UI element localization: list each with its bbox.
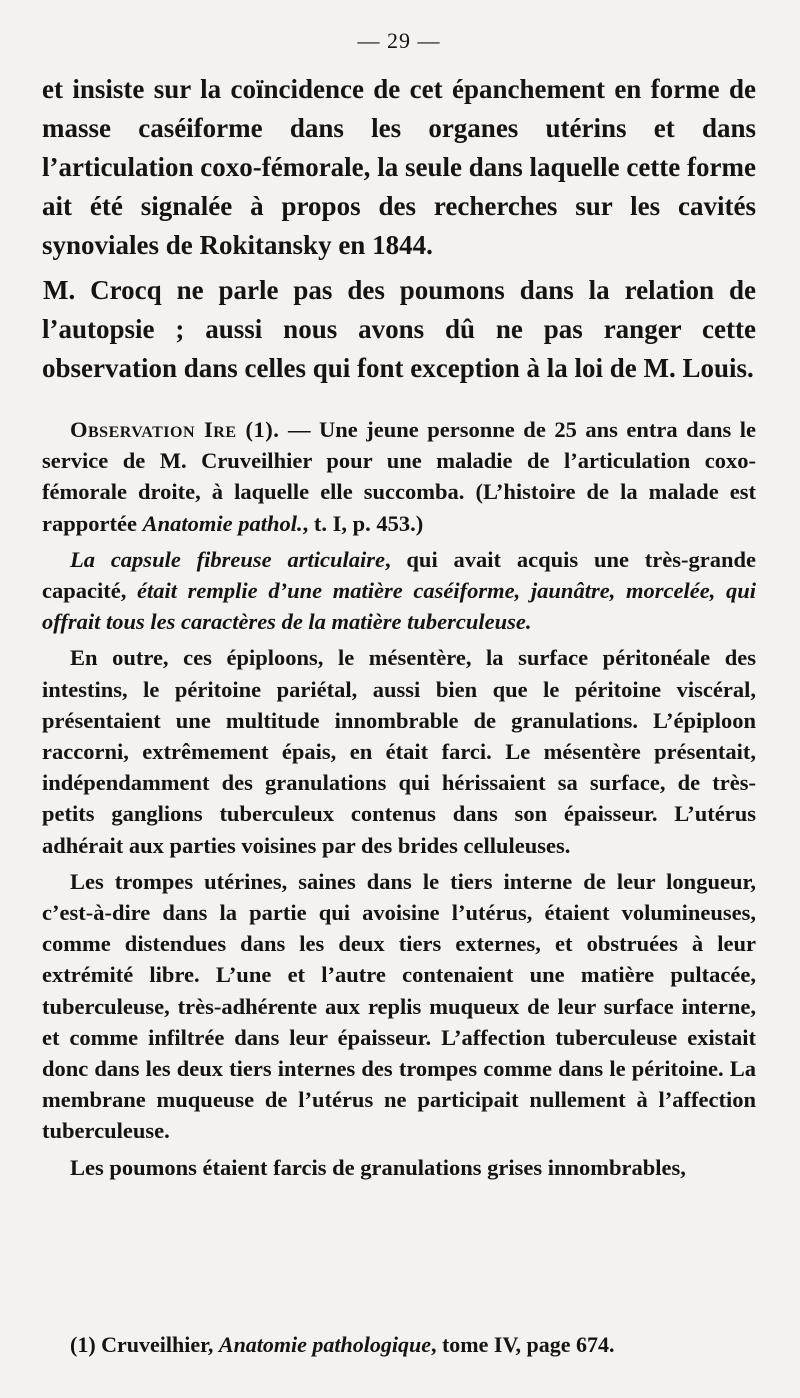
paragraph-1: et insiste sur la coïncidence de cet épanchement en forme de masse caséiforme dans les organes utérins et dans l’articulation coxo-fémorale, la seule dans laquelle cette forme ait été signalée à propos des recherches sur les cavités synoviales de Rokitansky en 1844. [42, 74, 756, 260]
observation-paragraph-1 [42, 414, 756, 539]
observation-section [42, 414, 756, 1183]
reference-page: , t. I, p. 453.) [302, 510, 424, 536]
observation-paragraph-4: Les trompes utérines, saines dans le tiers interne de leur longueur, c’est-à-dire dans la partie qui avoisine l’utérus, étaient volumineuses, comme distendues dans les deux tiers externes, et obstruées à leur extrémité libre. L’une et l’autre contenaient une matière pultacée, tuberculeuse, très-adhérente aux replis muqueux de leur surface interne, et comme infiltrée dans leur épaisseur. L’affection tuberculeuse existait donc dans les deux tiers internes des trompes comme dans le péritoine. La membrane muqueuse de l’utérus ne participait nullement à l’affection tuberculeuse. [42, 868, 756, 1144]
observation-paragraph-3: En outre, ces épiploons, le mésentère, la surface péritonéale des intestins, le péritoine pariétal, aussi bien que le péritoine viscéral, présentaient une multitude innombrable de granulations. L’épiploon raccorni, extrêmement épais, en était farci. Le mésentère présentait, indépendamment des granulations qui hérissaient sa surface, de très-petits ganglions tuberculeux contenus dans son épaisseur. L’utérus adhérait aux parties voisines par des brides celluleuses. [42, 645, 756, 858]
paragraph-2: M. Crocq ne parle pas des poumons dans la relation de l’autopsie ; aussi nous avons dû ne pas ranger cette observation dans celles qui font exception à la loi de M. Louis. [42, 275, 756, 383]
observation-paragraph-5: Les poumons étaient farcis de granulations grises innombrables, [70, 1154, 686, 1180]
reference-title: Anatomie pathol. [142, 510, 303, 536]
footnote-title: Anatomie pathologique [218, 1332, 431, 1357]
observation-paragraph-2 [42, 544, 756, 638]
observation-heading: Observation Ire (1). [70, 417, 280, 442]
observation-intro: — Une jeune personne de 25 ans entra dans le service de M. Cruveilhier pour une maladie de l’articulation coxo-fémorale droite, à laquelle elle succomba. (L’histoire de la malade est rapportée [42, 417, 756, 536]
capacity-phrase: , qui avait acquis une très-grande capacité, [42, 546, 756, 604]
footnote-suffix: , tome IV, page 674. [430, 1332, 615, 1357]
page-number: — 29 — [357, 28, 441, 53]
main-text [42, 70, 756, 388]
capsule-phrase: La capsule fibreuse articulaire [70, 546, 385, 572]
footnote-prefix: (1) Cruveilhier, [70, 1332, 219, 1357]
footnote [70, 1330, 756, 1360]
caseous-phrase: était remplie d’une matière caséiforme, jaunâtre, morcelée, qui offrait tous les caractères de la matière tuberculeuse. [42, 578, 757, 635]
